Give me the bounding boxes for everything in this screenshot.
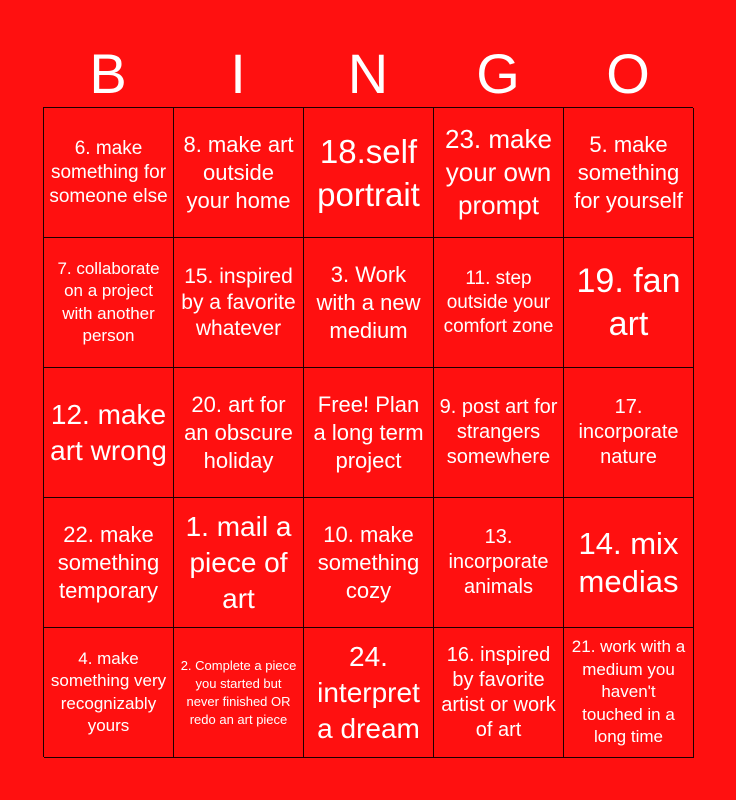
cell-text: 24. interpret a dream bbox=[317, 640, 420, 744]
cell-text: 21. work with a medium you haven't touched in a long time bbox=[571, 637, 686, 747]
cell-text: 22. make something temporary bbox=[57, 521, 160, 603]
bingo-cell[interactable] bbox=[304, 498, 434, 628]
header-letter-i: I bbox=[230, 42, 246, 105]
bingo-cell[interactable] bbox=[304, 108, 434, 238]
bingo-cell[interactable] bbox=[174, 368, 304, 498]
cell-text: 9. post art for strangers somewhere bbox=[439, 396, 558, 468]
bingo-cell[interactable] bbox=[434, 368, 564, 498]
bingo-cell[interactable] bbox=[44, 628, 174, 758]
bingo-cell[interactable] bbox=[564, 108, 694, 238]
cell-text: 13. incorporate animals bbox=[448, 526, 549, 598]
cell-text: 3. Work with a new medium bbox=[316, 261, 421, 343]
bingo-cell[interactable] bbox=[434, 108, 564, 238]
cell-text: 6. make something for someone else bbox=[49, 137, 168, 207]
cell-text: 14. mix medias bbox=[578, 525, 679, 599]
cell-text: Free! Plan a long term project bbox=[313, 391, 424, 473]
cell-text: 7. collaborate on a project with another person bbox=[57, 258, 160, 345]
bingo-cell[interactable] bbox=[434, 498, 564, 628]
cell-text: 11. step outside your comfort zone bbox=[443, 267, 554, 337]
cell-text: 10. make something cozy bbox=[317, 521, 420, 603]
cell-text: 1. mail a piece of art bbox=[185, 510, 292, 614]
cell-text: 2. Complete a piece you started but never finished OR redo an art piece bbox=[180, 657, 297, 727]
cell-text: 12. make art wrong bbox=[50, 398, 167, 466]
bingo-cell[interactable] bbox=[434, 628, 564, 758]
cell-text: 23. make your own prompt bbox=[445, 124, 552, 220]
header-letter-o: O bbox=[606, 42, 650, 105]
cell-text: 18.self portrait bbox=[317, 132, 420, 213]
bingo-cell[interactable] bbox=[304, 238, 434, 368]
bingo-cell[interactable] bbox=[564, 238, 694, 368]
cell-text: 17. incorporate nature bbox=[578, 396, 679, 468]
header-letter-n: N bbox=[347, 42, 389, 105]
cell-text: 8. make art outside your home bbox=[183, 131, 294, 213]
cell-text: 16. inspired by favorite artist or work of art bbox=[441, 643, 556, 741]
bingo-header bbox=[43, 40, 693, 108]
cell-text: 20. art for an obscure holiday bbox=[184, 391, 293, 473]
bingo-cell[interactable] bbox=[44, 108, 174, 238]
bingo-cell[interactable] bbox=[564, 628, 694, 758]
header-letter-b: B bbox=[89, 42, 127, 105]
bingo-cell[interactable] bbox=[174, 628, 304, 758]
bingo-cell[interactable] bbox=[174, 108, 304, 238]
bingo-cell[interactable] bbox=[564, 498, 694, 628]
bingo-cell[interactable] bbox=[174, 238, 304, 368]
bingo-cell[interactable] bbox=[44, 498, 174, 628]
bingo-cell[interactable] bbox=[564, 368, 694, 498]
cell-text: 15. inspired by a favorite whatever bbox=[181, 264, 296, 340]
bingo-cell[interactable] bbox=[174, 498, 304, 628]
bingo-cell[interactable] bbox=[304, 628, 434, 758]
bingo-cell[interactable] bbox=[44, 238, 174, 368]
header-letter-g: G bbox=[476, 42, 520, 105]
cell-text: 5. make something for yourself bbox=[574, 131, 683, 213]
bingo-cell[interactable] bbox=[434, 238, 564, 368]
bingo-board bbox=[43, 107, 693, 757]
cell-text: 4. make something very recognizably yours bbox=[50, 648, 167, 735]
free-space-cell[interactable] bbox=[304, 368, 434, 498]
bingo-cell[interactable] bbox=[44, 368, 174, 498]
cell-text: 19. fan art bbox=[576, 261, 681, 343]
